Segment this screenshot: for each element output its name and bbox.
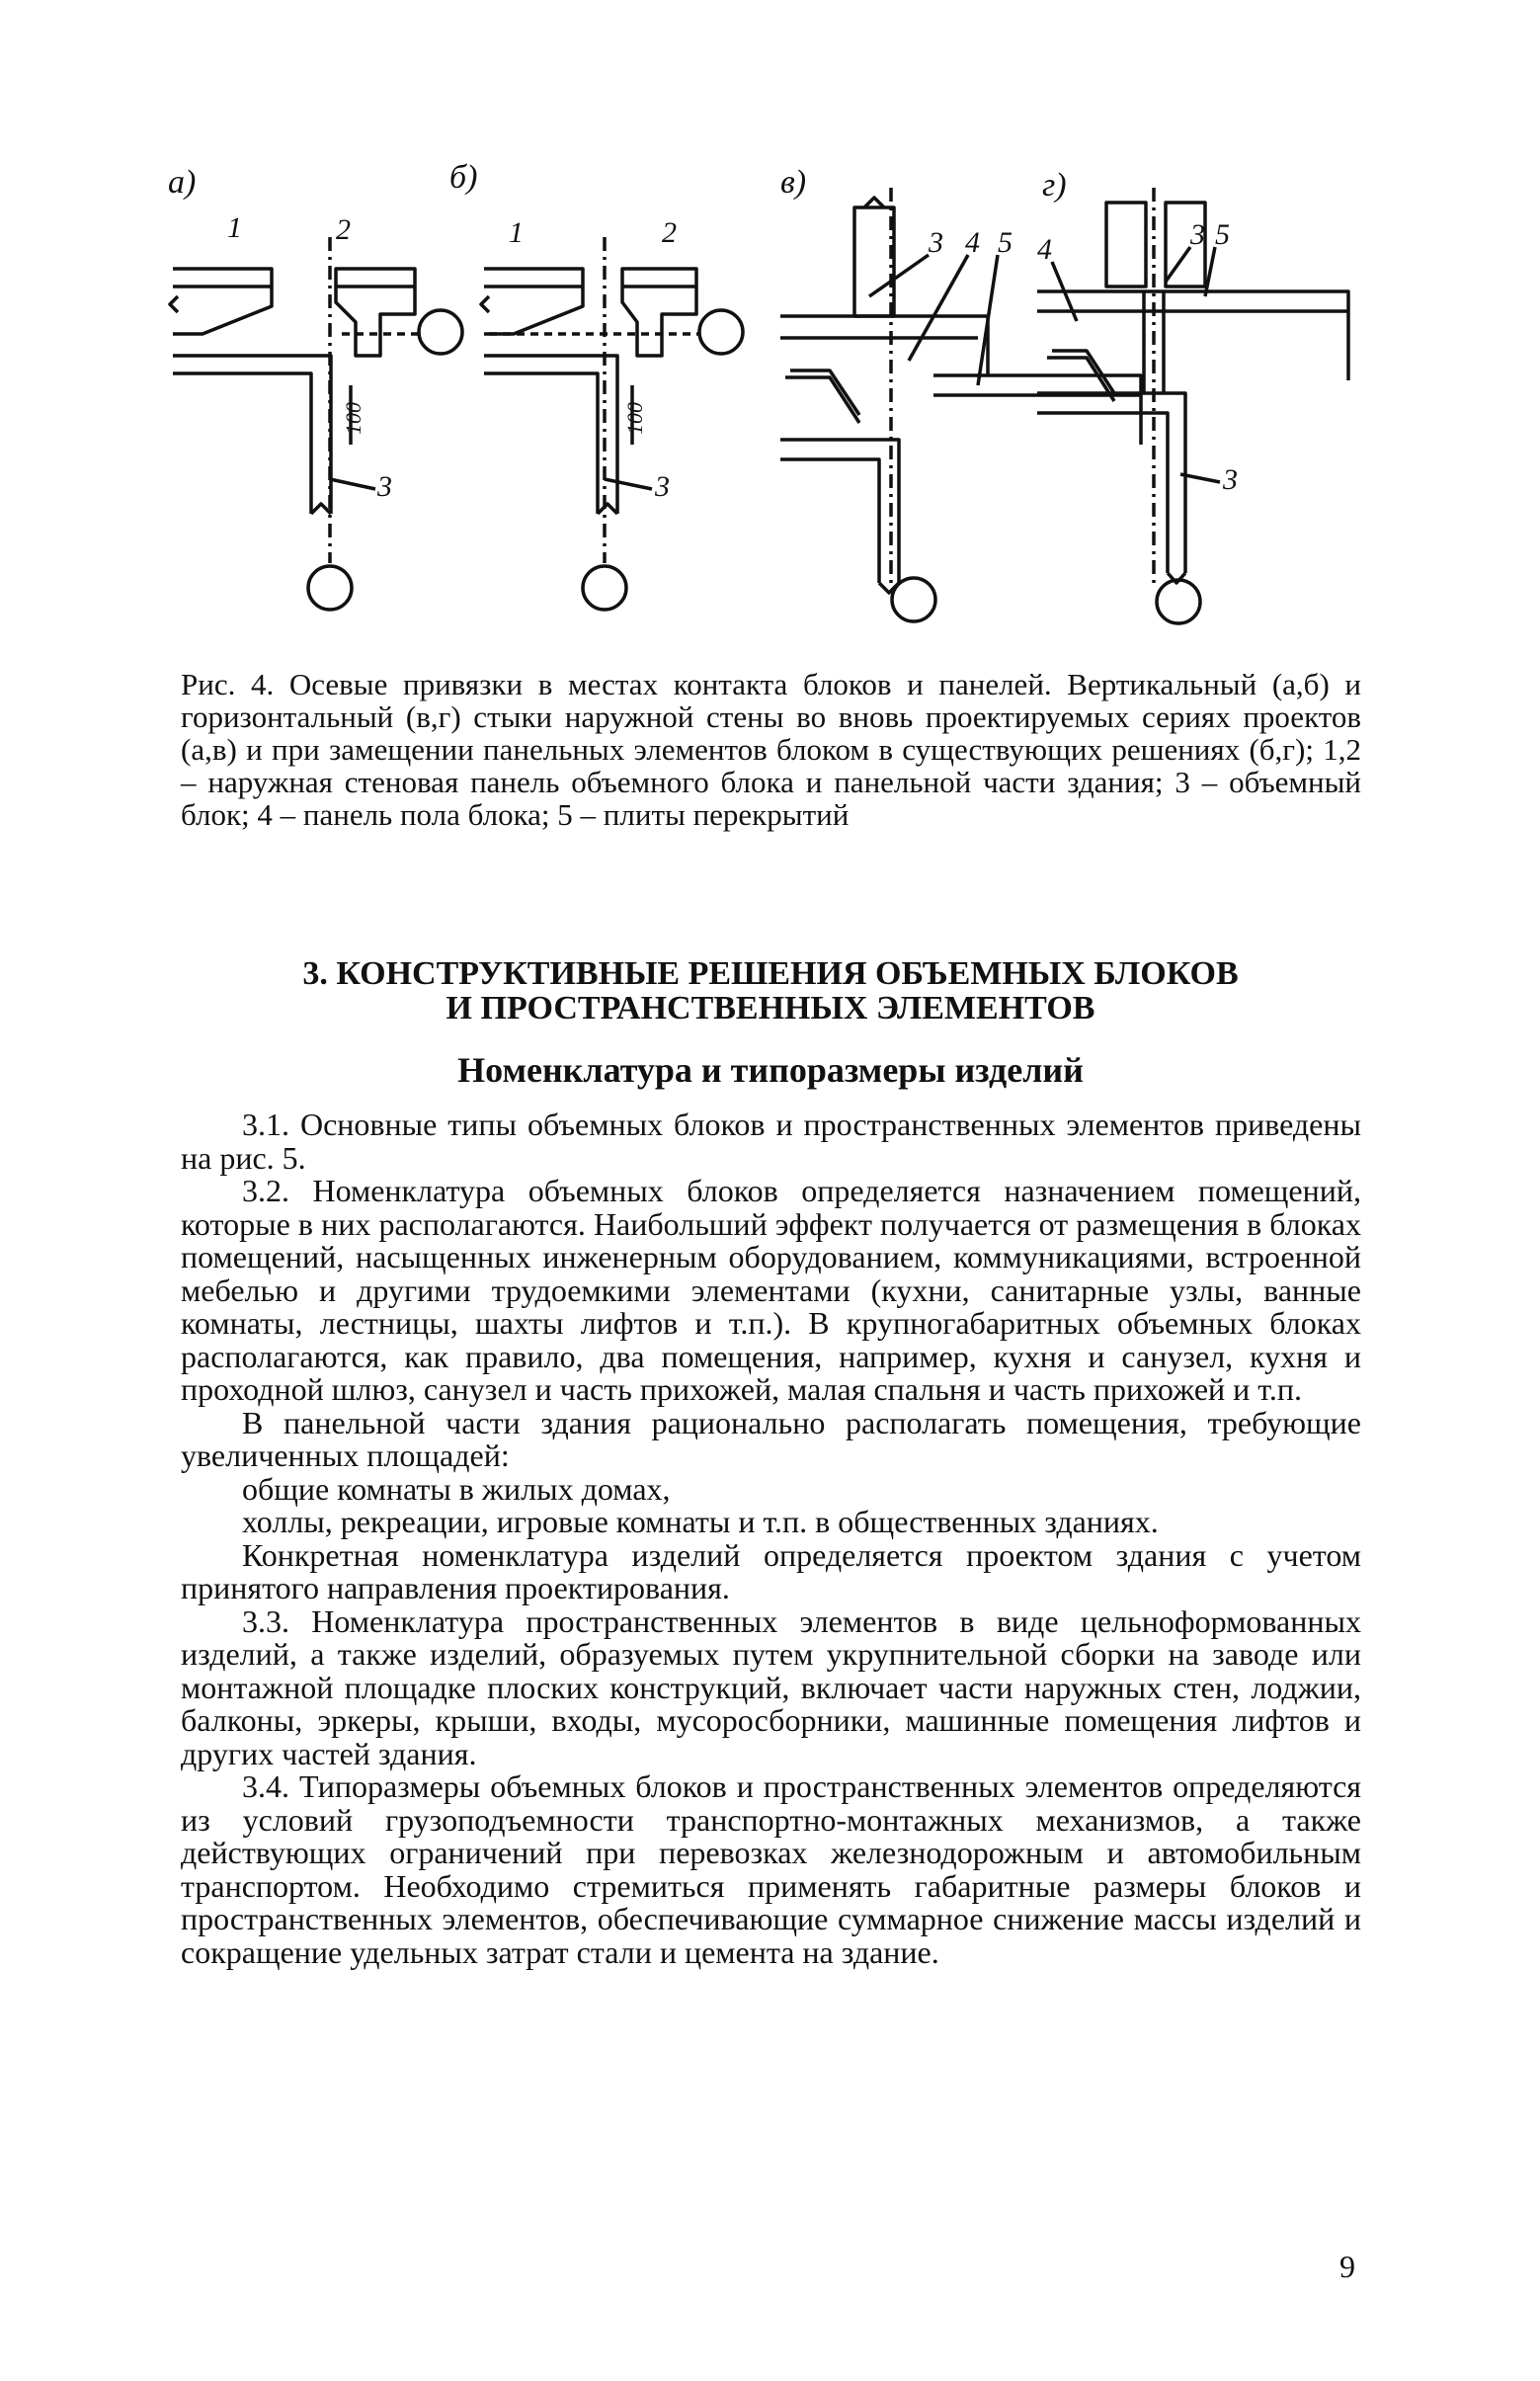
panel-label-b: б) <box>449 159 478 196</box>
paragraph-3-3: 3.3. Номенклатура пространственных элементов в виде цельноформованных изделий, а также изделий, образуемых путем укрупнительной сборки на заводе или монтажной площадке плоских конструкций, включает части наружных стен, лоджии, балконы, эркеры, крыши, входы, мусоросборники, машинные помещения лифтов и других частей здания. <box>181 1602 1361 1771</box>
list-item-living-rooms: общие комнаты в жилых домах, <box>242 1470 671 1507</box>
joint-diagrams-svg <box>148 148 1383 652</box>
panel-a-drawing <box>170 237 462 610</box>
body-text <box>181 1108 1361 1969</box>
paragraph-3-4: 3.4. Типоразмеры объемных блоков и пространственных элементов определяются из условий грузоподъемности транспортно-монтажных механизмов, а также действующих ограничений при перевозках железнодорожным и автомобильным транспортом. Необходимо стремиться применять габаритные размеры блоков и пространственных элементов, обеспечивающие суммарное снижение массы изделий и сокращение удельных затрат стали и цемента на здание. <box>181 1768 1361 1970</box>
callout-g-3-lower: 3 <box>1223 463 1238 496</box>
section-title-line-1: 3. КОНСТРУКТИВНЫЕ РЕШЕНИЯ ОБЪЕМНЫХ БЛОКОВ <box>302 955 1239 992</box>
list-item-halls: холлы, рекреации, игровые комнаты и т.п. в общественных зданиях. <box>242 1504 1159 1539</box>
panel-label-g: г) <box>1042 167 1067 204</box>
callout-g-4: 4 <box>1037 233 1052 266</box>
paragraph-panel-part: В панельной части здания рационально располагать помещения, требующие увеличенных площадей: <box>181 1404 1361 1473</box>
callout-a-3: 3 <box>377 470 392 503</box>
dimension-label-b: 100 <box>622 402 647 435</box>
callout-a-2: 2 <box>336 213 351 246</box>
paragraph-3-1: 3.1. Основные типы объемных блоков и пространственных элементов приведены на рис. 5. <box>181 1107 1361 1176</box>
callout-v-5: 5 <box>998 226 1013 259</box>
callout-b-2: 2 <box>662 216 677 249</box>
callout-g-5: 5 <box>1215 218 1230 251</box>
paragraph-3-2: 3.2. Номенклатура объемных блоков определяется назначением помещений, которые в них располагаются. Наибольший эффект получается от размещения в блоках помещений, насыщенных инженерным оборудованием, коммуникациями, встроенной мебелью и другими трудоемкими элементами (кухни, санитарные узлы, ванные комнаты, лестницы, шахты лифтов и т.п.). В крупногабаритных объемных блоках располагаются, как правило, два помещения, например, кухня и санузел, кухня и проходной шлюз, санузел и часть прихожей, малая спальня и часть прихожей и т.п. <box>181 1173 1361 1407</box>
panel-v-drawing <box>780 188 1141 621</box>
page-number: 9 <box>1339 2249 1355 2284</box>
callout-v-3: 3 <box>929 226 943 259</box>
paragraph-specific-nomenclature: Конкретная номенклатура изделий определяется проектом здания с учетом принятого направления проектирования. <box>181 1536 1361 1605</box>
figure-caption: Рис. 4. Осевые привязки в местах контакта блоков и панелей. Вертикальный (а,б) и горизонтальный (в,г) стыки наружной стены во вновь проектируемых сериях проектов (а,в) и при замещении панельных элементов блоком в существующих решениях (б,г); 1,2 – наружная стеновая панель объемного блока и панельной части здания; 3 – объемный блок; 4 – панель пола блока; 5 – плиты перекрытий <box>181 667 1361 832</box>
callout-a-1: 1 <box>227 211 242 244</box>
panel-g-drawing <box>1037 188 1348 623</box>
panel-label-v: в) <box>780 164 807 201</box>
panel-label-a: а) <box>168 164 197 201</box>
callout-v-4: 4 <box>965 226 980 259</box>
callout-g-3: 3 <box>1190 218 1205 251</box>
callout-b-3: 3 <box>655 470 670 503</box>
panel-b-drawing <box>481 237 743 610</box>
dimension-label-a: 100 <box>341 402 365 435</box>
section-title-line-2: И ПРОСТРАНСТВЕННЫХ ЭЛЕМЕНТОВ <box>446 990 1095 1026</box>
figure-4-joint-diagrams <box>148 148 1383 652</box>
callout-b-1: 1 <box>509 216 524 249</box>
section-subtitle: Номенклатура и типоразмеры изделий <box>457 1050 1084 1090</box>
